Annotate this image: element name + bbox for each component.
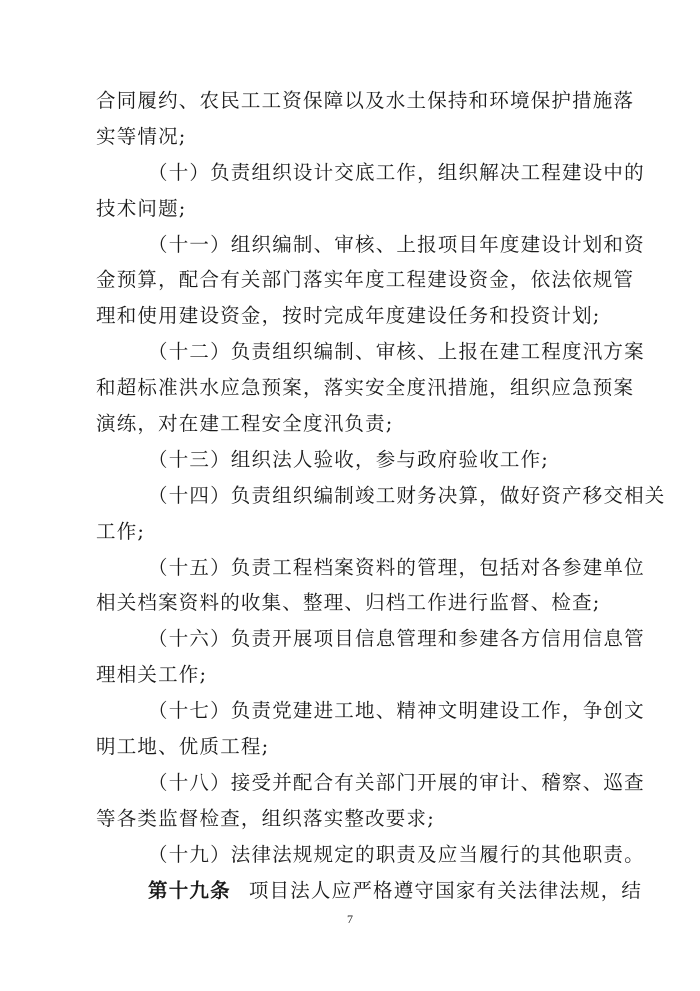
text-line: 金预算，配合有关部门落实年度工程建设资金，依法依规管 [96, 268, 635, 292]
article-line [96, 873, 643, 909]
text-line: 工作; [96, 519, 146, 543]
text-line: （十三）组织法人验收，参与政府验收工作; [148, 447, 550, 471]
text-line: 演练，对在建工程安全度汛负责; [96, 412, 394, 436]
text-line: （十七）负责党建进工地、精神文明建设工作，争创文 [148, 699, 645, 723]
text-line: 实等情况; [96, 124, 187, 148]
article-heading: 第十九条 [148, 878, 231, 902]
text-line: （十四）负责组织编制竣工财务决算，做好资产移交相关 [148, 483, 666, 507]
article-text: 项目法人应严格遵守国家有关法律法规，结 [248, 878, 643, 902]
text-line: 相关档案资料的收集、整理、归档工作进行监督、检查; [96, 591, 601, 615]
text-line: （十八）接受并配合有关部门开展的审计、稽察、巡查 [148, 770, 645, 794]
text-line: （十）负责组织设计交底工作，组织解决工程建设中的 [148, 160, 645, 184]
text-line: 技术问题; [96, 196, 187, 220]
text-line: 理和使用建设资金，按时完成年度建设任务和投资计划; [96, 304, 601, 328]
text-line: 合同履约、农民工工资保障以及水土保持和环境保护措施落 [96, 89, 635, 112]
text-line: （十五）负责工程档案资料的管理，包括对各参建单位 [148, 555, 645, 579]
text-line: 等各类监督检查，组织落实整改要求; [96, 806, 435, 830]
page-number: 7 [347, 912, 353, 926]
text-line: 明工地、优质工程; [96, 735, 270, 759]
text-line: （十六）负责开展项目信息管理和参建各方信用信息管 [148, 627, 645, 651]
text-line: （十二）负责组织编制、审核、上报在建工程度汛方案 [148, 340, 645, 364]
text-line: 和超标准洪水应急预案，落实安全度汛措施，组织应急预案 [96, 376, 635, 400]
text-line: 理相关工作; [96, 663, 208, 687]
text-line: （十九）法律法规规定的职责及应当履行的其他职责。 [148, 842, 645, 866]
text-line: （十一）组织编制、审核、上报项目年度建设计划和资 [148, 232, 645, 256]
body-text [96, 83, 666, 908]
